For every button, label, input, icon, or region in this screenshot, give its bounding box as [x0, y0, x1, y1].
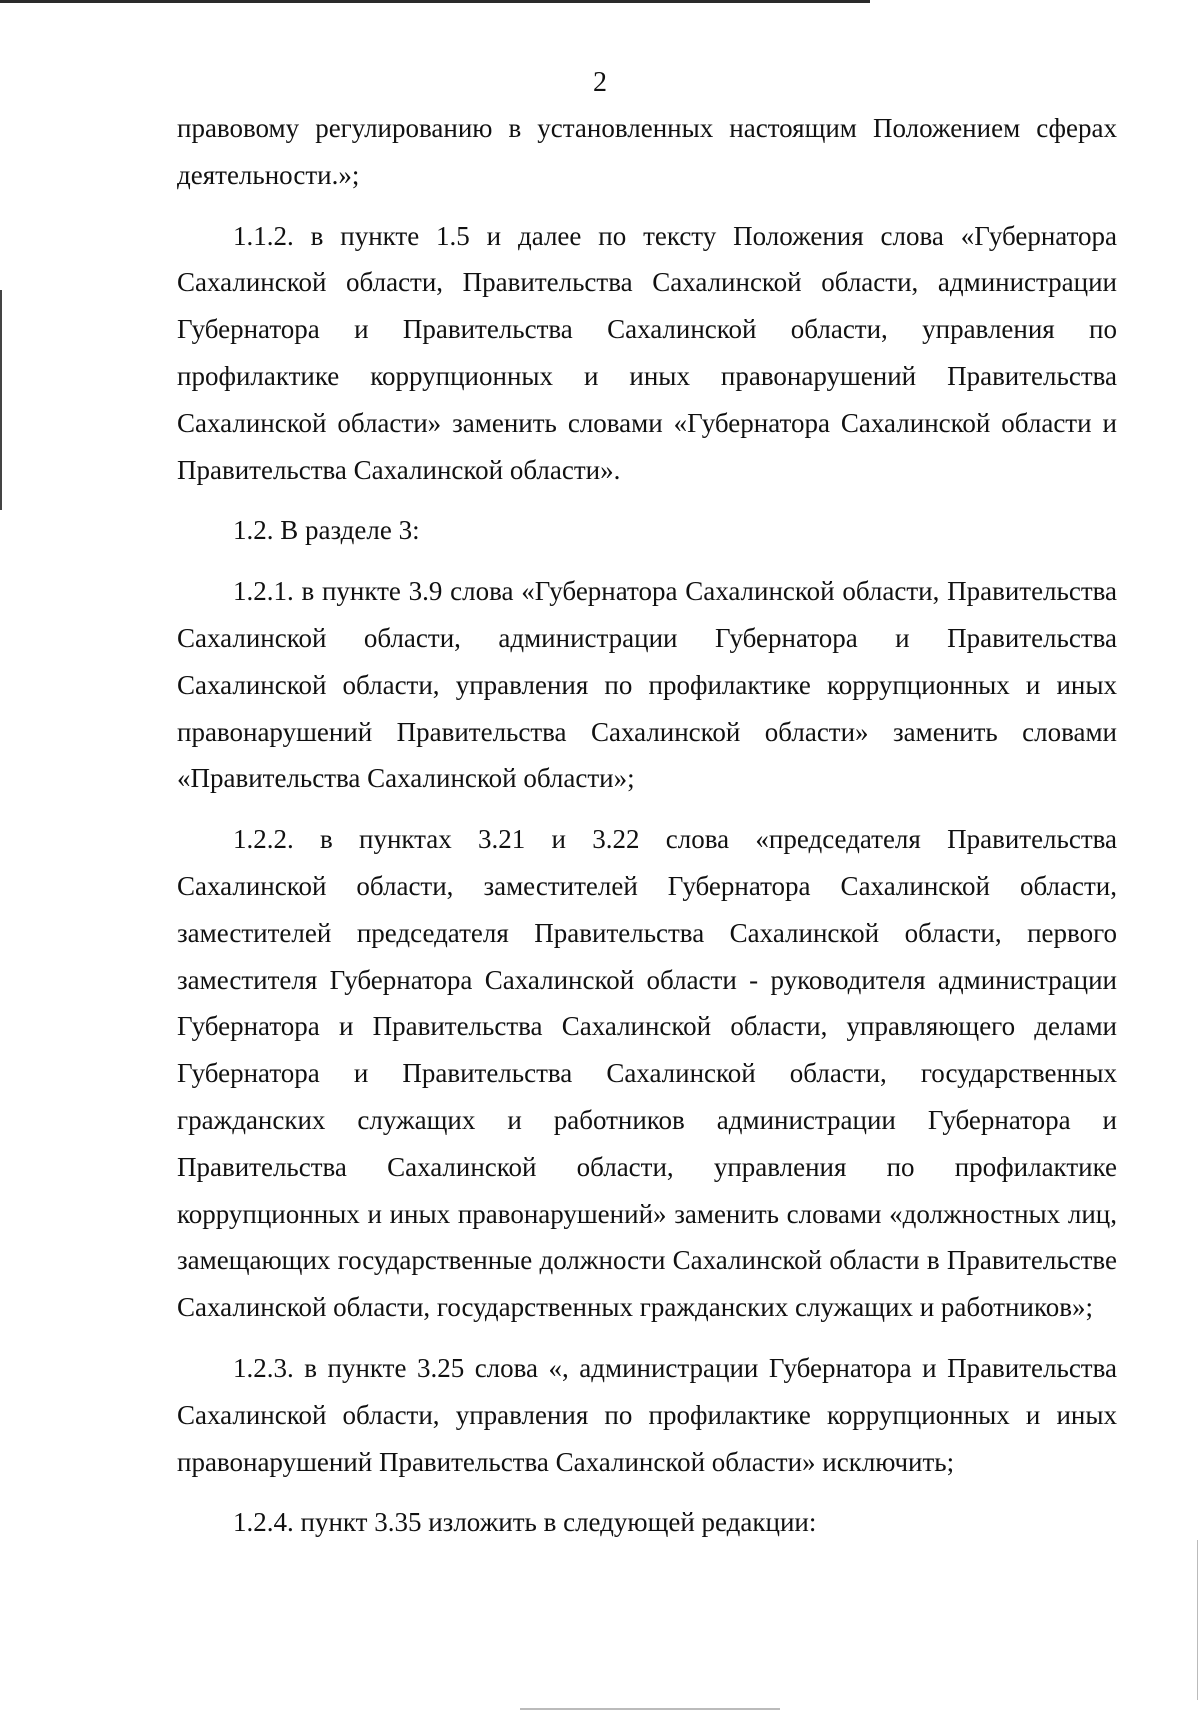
paragraph-1-2-3: 1.2.3. в пункте 3.25 слова «, администрации Губернатора и Правительства Сахалинской области, управления по профилактике коррупционных и иных правонарушений Правительства Сахалинской области» исключить;: [177, 1352, 1117, 1477]
paragraph-1-2-heading: 1.2. В разделе 3:: [233, 515, 420, 546]
page-number: 2: [593, 67, 607, 98]
scan-left-edge: [0, 290, 2, 510]
paragraph-1-1-2: 1.1.2. в пункте 1.5 и далее по тексту Положения слова «Губернатора Сахалинской области, Правительства Сахалинской области, администрации Губернатора и Правительства Сахалинской области, управления по профилактике коррупционных и иных правонарушений Правительства Сахалинской области» заменить словами «Губернатора Сахалинской области и Правительства Сахалинской области».: [177, 220, 1117, 485]
paragraph-1-2-4: 1.2.4. пункт 3.35 изложить в следующей редакции:: [233, 1507, 817, 1538]
paragraph-continuation: правовому регулированию в установленных настоящим Положением сферах деятельности.»;: [177, 113, 1117, 190]
scan-right-edge: [1197, 1540, 1198, 1700]
document-body: [177, 105, 1117, 1560]
scan-top-rule: [0, 0, 870, 3]
paragraph-1-2-2: 1.2.2. в пунктах 3.21 и 3.22 слова «председателя Правительства Сахалинской области, заместителей Губернатора Сахалинской области, заместителей председателя Правительства Сахалинской области, первого заместителя Губернатора Сахалинской области - руководителя администрации Губернатора и Правительства Сахалинской области, управляющего делами Губернатора и Правительства Сахалинской области, государственных гражданских служащих и работников администрации Губернатора и Правительства Сахалинской области, управления по профилактике коррупционных и иных правонарушений» заменить словами «должностных лиц, замещающих государственные должности Сахалинской области в Правительстве Сахалинской области, государственных гражданских служащих и работников»;: [177, 824, 1117, 1323]
paragraph-1-2-1: 1.2.1. в пункте 3.9 слова «Губернатора Сахалинской области, Правительства Сахалинской области, администрации Губернатора и Правительства Сахалинской области, управления по профилактике коррупционных и иных правонарушений Правительства Сахалинской области» заменить словами «Правительства Сахалинской области»;: [177, 576, 1117, 794]
scan-bottom-mark: [520, 1708, 780, 1710]
